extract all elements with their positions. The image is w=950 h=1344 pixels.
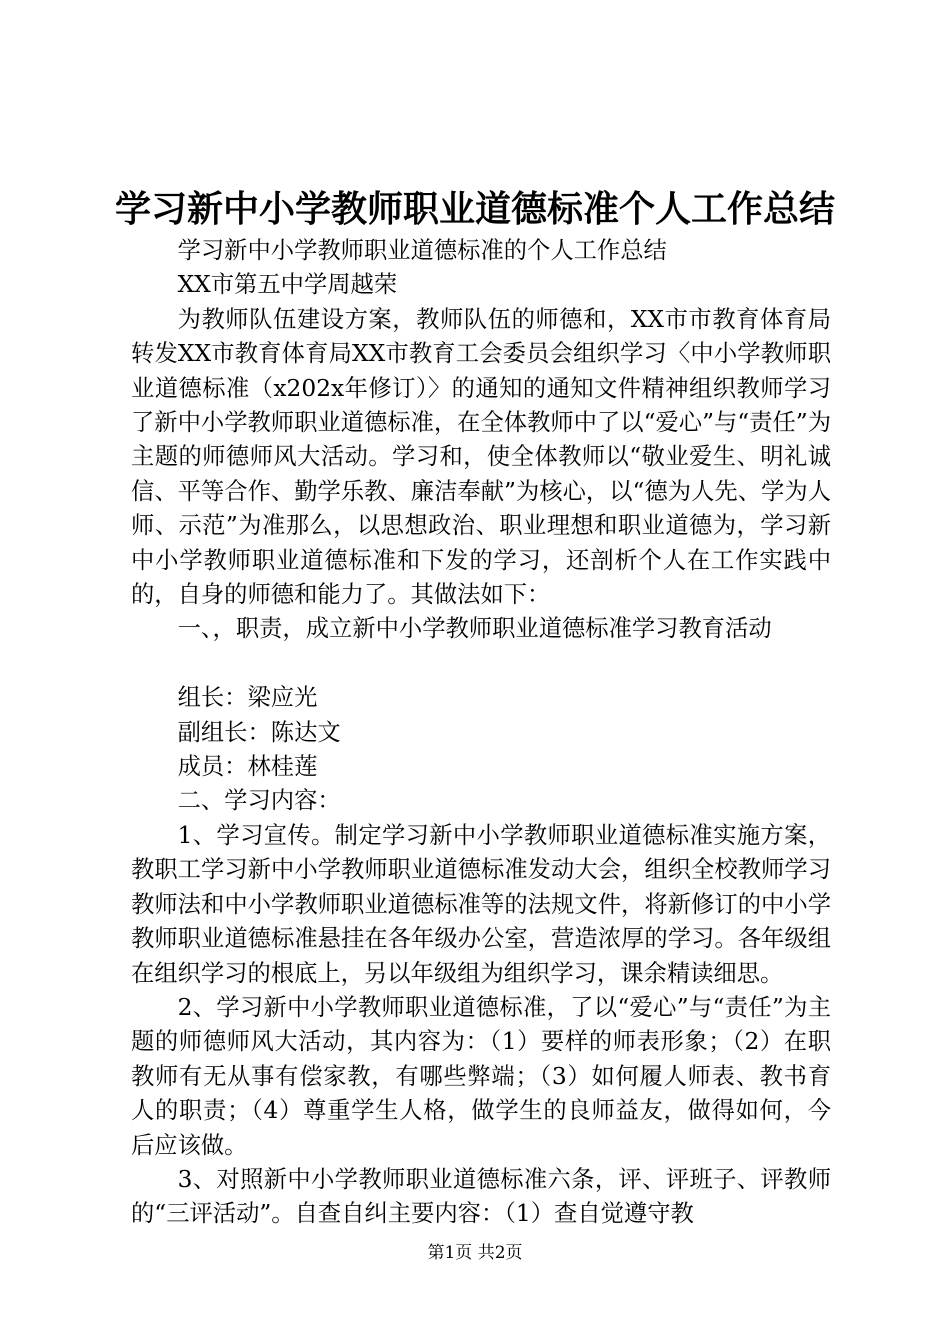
blank-line [131,647,831,681]
paragraph: 2、学习新中小学教师职业道德标准，了以“爱心”与“责任”为主题的师德师风大活动，其内容为：（1）要样的师表形象；（2）在职教师有无从事有偿家教，有哪些弊端；（3）如何履人师表、教书育人的职责；（4）尊重学生人格，做学生的良师益友，做得如何，今后应该做。 [131,993,831,1159]
document-title: 学习新中小学教师职业道德标准个人工作总结 [114,189,835,230]
paragraph: 一、，职责，成立新中小学教师职业道德标准学习教育活动 [177,615,772,643]
paragraph: 1、学习宣传。制定学习新中小学教师职业道德标准实施方案，教职工学习新中小学教师职业道德标准发动大会，组织全校教师学习教师法和中小学教师职业道德标准等的法规文件，将新修订的中小学教师职业道德标准悬挂在各年级办公室，营造浓厚的学习。各年级组在组织学习的根底上，另以年级组为组织学习，课余精读细思。 [131,821,831,987]
paragraph: 组长：梁应光 [177,684,318,712]
document-body [131,234,831,1232]
paragraph: XX市第五中学周越荣 [177,271,398,299]
paragraph: 学习新中小学教师职业道德标准的个人工作总结 [177,237,667,264]
page-footer: 第1页 共2页 [427,1243,523,1263]
paragraph: 成员：林桂莲 [177,753,318,781]
paragraph: 3、对照新中小学教师职业道德标准六条，评、评班子、评教师的“三评活动”。自查自纠主要内容：（1）查自觉遵守教 [131,1165,831,1228]
paragraph: 副组长：陈达文 [177,718,341,746]
paragraph: 二、学习内容： [177,787,341,815]
paragraph: 为教师队伍建设方案，教师队伍的师德和，XX市市教育体育局转发XX市教育体育局XX市教育工会委员会组织学习〈中小学教师职业道德标准（x202x年修订）〉的通知的通知文件精神组织教师学习了新中小学教师职业道德标准，在全体教师中了以“爱心”与“责任”为主题的师德师风大活动。学习和，使全体教师以“敬业爱生、明礼诚信、平等合作、勤学乐教、廉洁奉献”为核心，以“德为人先、学为人师、示范”为准那么，以思想政治、职业理想和职业道德为，学习新中小学教师职业道德标准和下发的学习，还剖析个人在工作实践中的，自身的师德和能力了。其做法如下： [131,305,831,609]
